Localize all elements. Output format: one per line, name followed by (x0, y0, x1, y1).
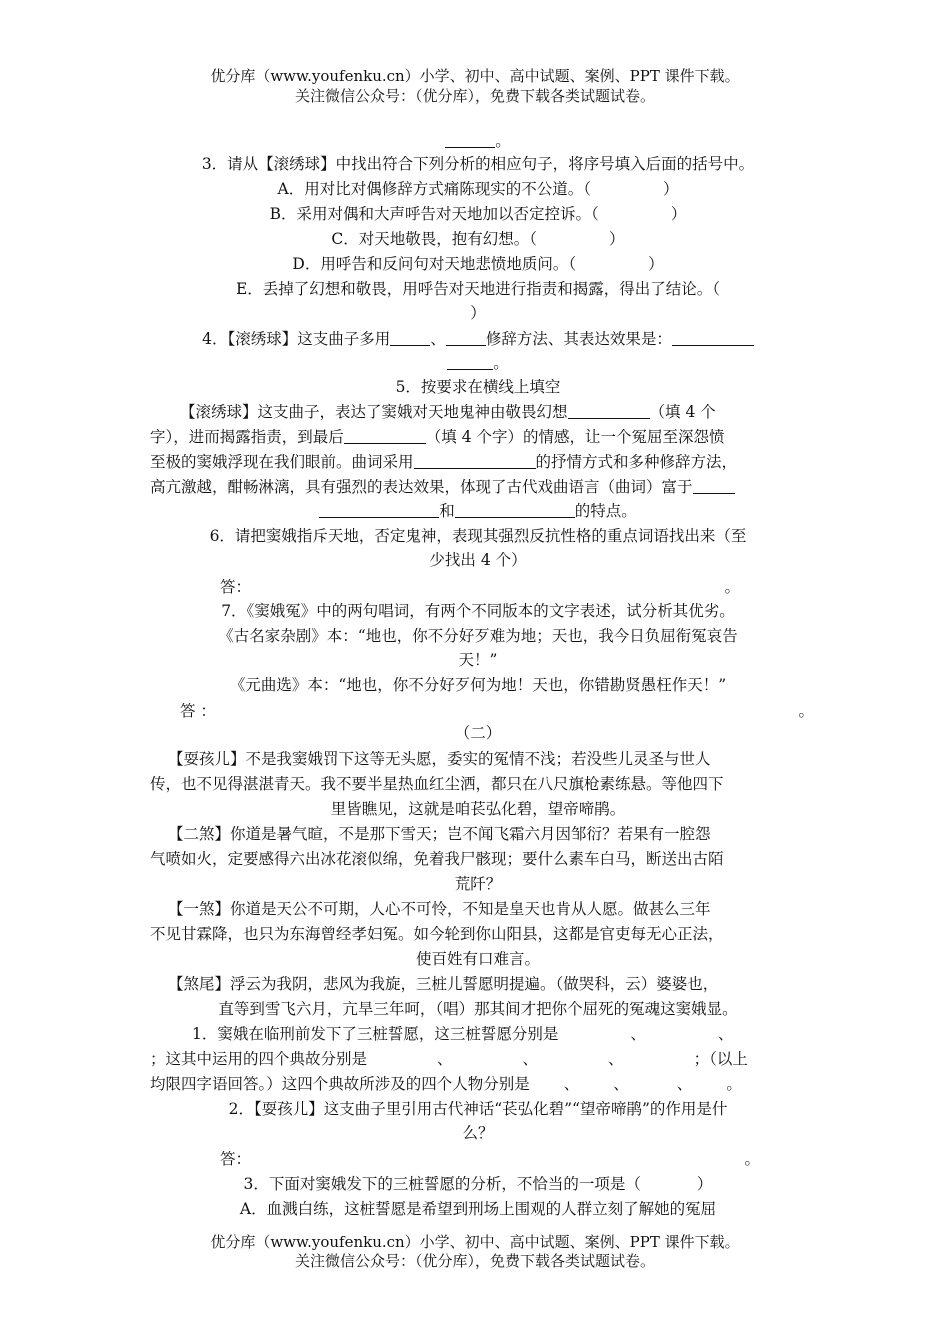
q5-line2: 字），进而揭露指责，到最后 （填 4 个字）的情感，让一个冤屈至深怨愤 (150, 428, 725, 446)
passage-p1-line2: 传，也不见得湛湛青天。我不要半星热血红尘洒，都只在八尺旗枪素练悬。等他四下 (150, 775, 724, 793)
passage-p3-line3: 使百姓有口难言。 (415, 950, 540, 968)
q3-option-c: C．对天地敬畏，抱有幻想。（ ） (331, 230, 625, 248)
answer-blank[interactable] (672, 329, 754, 346)
continuation-line: 。 (150, 130, 806, 152)
q5-line3: 至极的窦娥浮现在我们眼前。曲词采用 的抒情方式和多种修辞方法， (150, 453, 738, 471)
answer-blank[interactable] (455, 501, 575, 518)
s2-q2-answer: 答： 。 (220, 1150, 760, 1168)
q7-line1: 7．《窦娥冤》中的两句唱词，有两个不同版本的文字表述，试分析其优劣。 (221, 602, 735, 620)
answer-blank[interactable] (414, 452, 536, 469)
passage-p3-line1: 【一煞】你道是天公不可期，人心不可怜，不知是皇天也肯从人愿。做甚么三年 (168, 900, 711, 918)
s2-q1-line1: 1．窦娥在临刑前发下了三桩誓愿，这三桩誓愿分别是 、 、 (192, 1025, 734, 1043)
q6-answer: 答： 。 (220, 578, 740, 596)
q7-line4: 《元曲选》本：“地也，你不分好歹何为地！天也，你错勘贤愚枉作天！” (229, 676, 727, 694)
answer-blank[interactable] (319, 501, 439, 518)
passage-p4-line1: 【煞尾】浮云为我阴，悲风为我旋，三桩儿誓愿明提遍。（做哭科，云）婆婆也， (168, 975, 719, 993)
q3-option-e-close: ） (470, 304, 486, 322)
passage-p1-line1: 【耍孩儿】不是我窦娥罚下这等无头愿，委实的冤情不浅；若没些儿灵圣与世人 (168, 750, 711, 768)
passage-p4-line2: 直等到雪飞六月，亢旱三年呵，（唱）那其间才把你个屈死的冤魂这窦娥显。 (218, 1000, 738, 1018)
q6-line2: 少找出 4 个） (429, 551, 527, 569)
passage-p1-line3: 里皆瞧见，这就是咱苌弘化碧，望帝啼鹃。 (330, 800, 626, 818)
page-footer-line1: 优分库（www.youfenku.cn）小学、初中、高中试题、案例、PPT 课件下载。 (210, 1233, 740, 1251)
answer-blank[interactable] (693, 477, 735, 494)
passage-p2-line1: 【二煞】你道是暑气暄，不是那下雪天；岂不闻飞霜六月因邹衍？若果有一腔怨 (168, 825, 711, 843)
s2-q2-line1: 2．【耍孩儿】这支曲子里引用古代神话“苌弘化碧”“望帝啼鹃”的作用是什 (228, 1100, 728, 1118)
q7-answer: 答 ： 。 (180, 702, 814, 720)
answer-blank[interactable] (568, 402, 650, 419)
s2-q1-line2: ；这其中运用的四个典故分别是 、 、 、 ；（以上 (150, 1050, 748, 1068)
q4-line1: 4．【滚绣球】这支曲子多用 、 修辞方法、其表达效果是： (150, 328, 806, 350)
answer-blank[interactable] (344, 427, 426, 444)
s2-q3-stem: 3．下面对窦娥发下的三桩誓愿的分析，不恰当的一项是（ ） (243, 1175, 713, 1193)
q3-option-a: A．用对比对偶修辞方式痛陈现实的不公道。（ ） (277, 180, 679, 198)
section-2-title: （二） (454, 724, 502, 742)
passage-p3-line2: 不见甘霖降，也只为东海曾经孝妇冤。如今轮到你山阳县，这都是官吏每无心正法， (150, 925, 724, 943)
q5-line1: 【滚绣球】这支曲子，表达了窦娥对天地鬼神由敬畏幻想 （填 4 个 (180, 403, 716, 421)
page-header-line1: 优分库（www.youfenku.cn）小学、初中、高中试题、案例、PPT 课件下载。 (210, 67, 740, 85)
page-footer-line2: 关注微信公众号：（优分库），免费下载各类试题试卷。 (294, 1252, 655, 1270)
q4-line2: 。 (150, 352, 806, 374)
page-header-line2: 关注微信公众号：（优分库），免费下载各类试题试卷。 (294, 87, 655, 105)
q5-line5: 和 的特点。 (150, 500, 806, 522)
q6-line1: 6．请把窦娥指斥天地，否定鬼神，表现其强烈反抗性格的重点词语找出来（至 (209, 527, 747, 545)
s2-q1-line3: 均限四字语回答。）这四个典故所涉及的四个人物分别是 、 、 、 。 (150, 1075, 742, 1093)
s2-q3-option-a: A．血溅白练，这桩誓愿是希望到刑场上围观的人群立刻了解她的冤屈 (239, 1200, 717, 1218)
answer-blank[interactable] (445, 131, 495, 148)
q5-line4: 高亢激越，酣畅淋漓，具有强烈的表达效果，体现了古代戏曲语言（曲词）富于 (150, 476, 806, 498)
q3-option-e: E．丢掉了幻想和敬畏，用呼告对天地进行指责和揭露，得出了结论。（ (235, 280, 721, 298)
answer-blank[interactable] (446, 329, 486, 346)
q3-option-d: D．用呼告和反问句对天地悲愤地质问。（ ） (292, 255, 664, 273)
q3-option-b: B．采用对偶和大声呼告对天地加以否定控诉。（ ） (269, 205, 687, 223)
s2-q2-line2: 么？ (462, 1124, 494, 1142)
answer-blank[interactable] (447, 353, 493, 370)
q7-line3: 天！” (458, 651, 498, 669)
answer-blank[interactable] (390, 329, 430, 346)
passage-p2-line2: 气喷如火，定要感得六出冰花滚似绵，免着我尸骸现；要什么素车白马，断送出古陌 (150, 850, 724, 868)
passage-p2-line3: 荒阡？ (454, 875, 502, 893)
q3-stem: 3．请从【滚绣球】中找出符合下列分析的相应句子，将序号填入后面的括号中。 (201, 155, 755, 173)
q5-title: 5．按要求在横线上填空 (395, 378, 561, 396)
q7-line2: 《古名家杂剧》本：“地也，你不分好歹难为地；天也，我今日负屈衔冤哀告 (218, 627, 738, 645)
